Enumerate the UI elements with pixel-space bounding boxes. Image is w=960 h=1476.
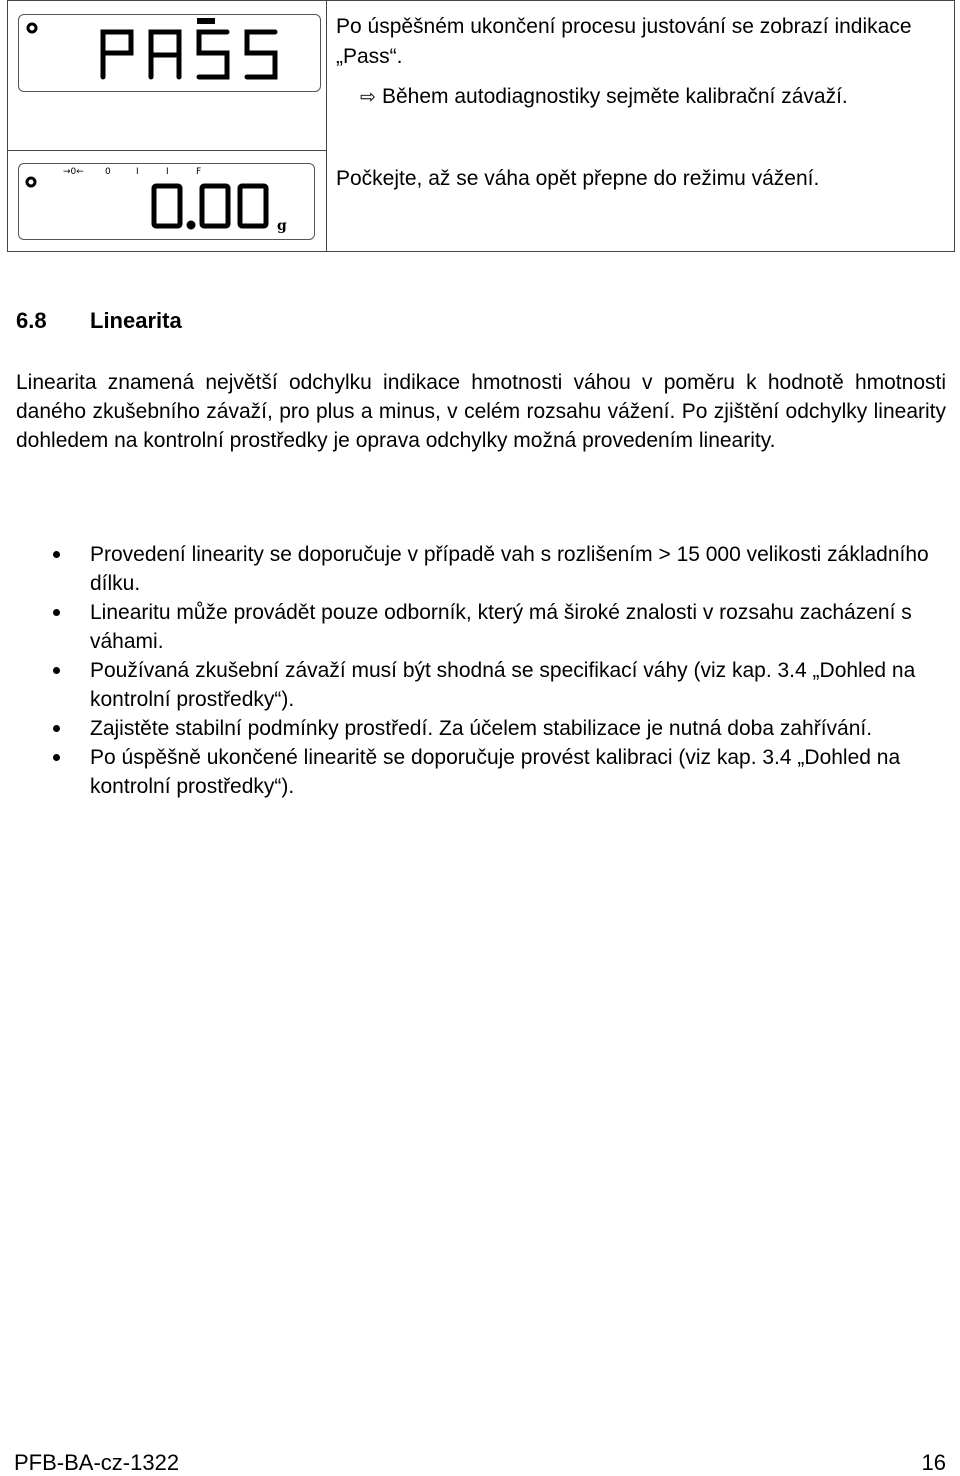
bullet-icon	[53, 609, 60, 616]
indicator-0: 0	[105, 167, 111, 177]
bullet-list	[16, 540, 946, 801]
bullet-icon	[53, 551, 60, 558]
section-heading	[16, 306, 182, 336]
list-item	[16, 656, 946, 714]
section-title: Linearita	[90, 308, 182, 333]
arrow-instruction-text: Během autodiagnostiky sejměte kalibrační závaží.	[382, 85, 848, 108]
footer-doc-id: PFB-BA-cz-1322	[14, 1450, 180, 1475]
list-item-text: Používaná zkušební závaží musí být shodná se specifikací váhy (viz kap. 3.4 „Dohled na kontrolní prostředky“).	[90, 659, 916, 711]
footer-page-number: 16	[921, 1450, 946, 1475]
indicator-i1: I	[136, 167, 139, 177]
weight-display-graphic	[19, 164, 313, 238]
list-item	[16, 743, 946, 801]
list-item	[16, 714, 946, 743]
wait-description: Počkejte, až se váha opět přepne do režimu vážení.	[336, 167, 820, 190]
stability-indicator-icon	[28, 24, 36, 32]
bullet-icon	[53, 725, 60, 732]
lcd-weight-display	[18, 163, 315, 240]
bullet-icon	[53, 667, 60, 674]
pass-display-graphic	[19, 15, 319, 90]
table-divider-vertical	[326, 1, 327, 251]
stability-indicator-icon	[27, 178, 35, 186]
outline-arrow-icon: ⇨	[360, 87, 376, 108]
list-item-text: Po úspěšně ukončené linearitě se doporučuje provést kalibraci (viz kap. 3.4 „Dohled na kontrolní prostředky“).	[90, 746, 901, 798]
weight-digits	[154, 186, 266, 227]
indicator-i2: I	[166, 167, 169, 177]
section-paragraph: Linearita znamená největší odchylku indikace hmotnosti váhou v poměru k hodnotě hmotnosti daného zkušebního závaží, pro plus a minus, v celém rozsahu vážení. Po zjištění odchylky linearity dohledem na kontrolní prostředky je oprava odchylky možná provedením linearity.	[16, 371, 946, 452]
section-number: 6.8	[16, 308, 47, 333]
table-divider-horizontal	[8, 150, 326, 151]
pass-digits	[103, 32, 275, 77]
pass-description: Po úspěšném ukončení procesu justování se zobrazí indikace „Pass“.	[336, 15, 912, 68]
zero-indicator-icon: →0←	[63, 167, 84, 177]
indicator-row	[63, 167, 201, 177]
capacity-bar-icon	[197, 18, 215, 24]
list-item	[16, 540, 946, 598]
unit-g: g	[277, 218, 287, 234]
lcd-pass-display	[18, 14, 321, 92]
list-item-text: Provedení linearity se doporučuje v případě vah s rozlišením > 15 000 velikosti základního dílku.	[90, 543, 929, 595]
list-item-text: Linearitu může provádět pouze odborník, který má široké znalosti v rozsahu zacházení s váhami.	[90, 601, 912, 653]
list-item	[16, 598, 946, 656]
bullet-icon	[53, 754, 60, 761]
list-item-text: Zajistěte stabilní podmínky prostředí. Za účelem stabilizace je nutná doba zahřívání.	[90, 717, 873, 740]
arrow-instruction	[360, 82, 920, 113]
indicator-f: F	[196, 167, 202, 177]
